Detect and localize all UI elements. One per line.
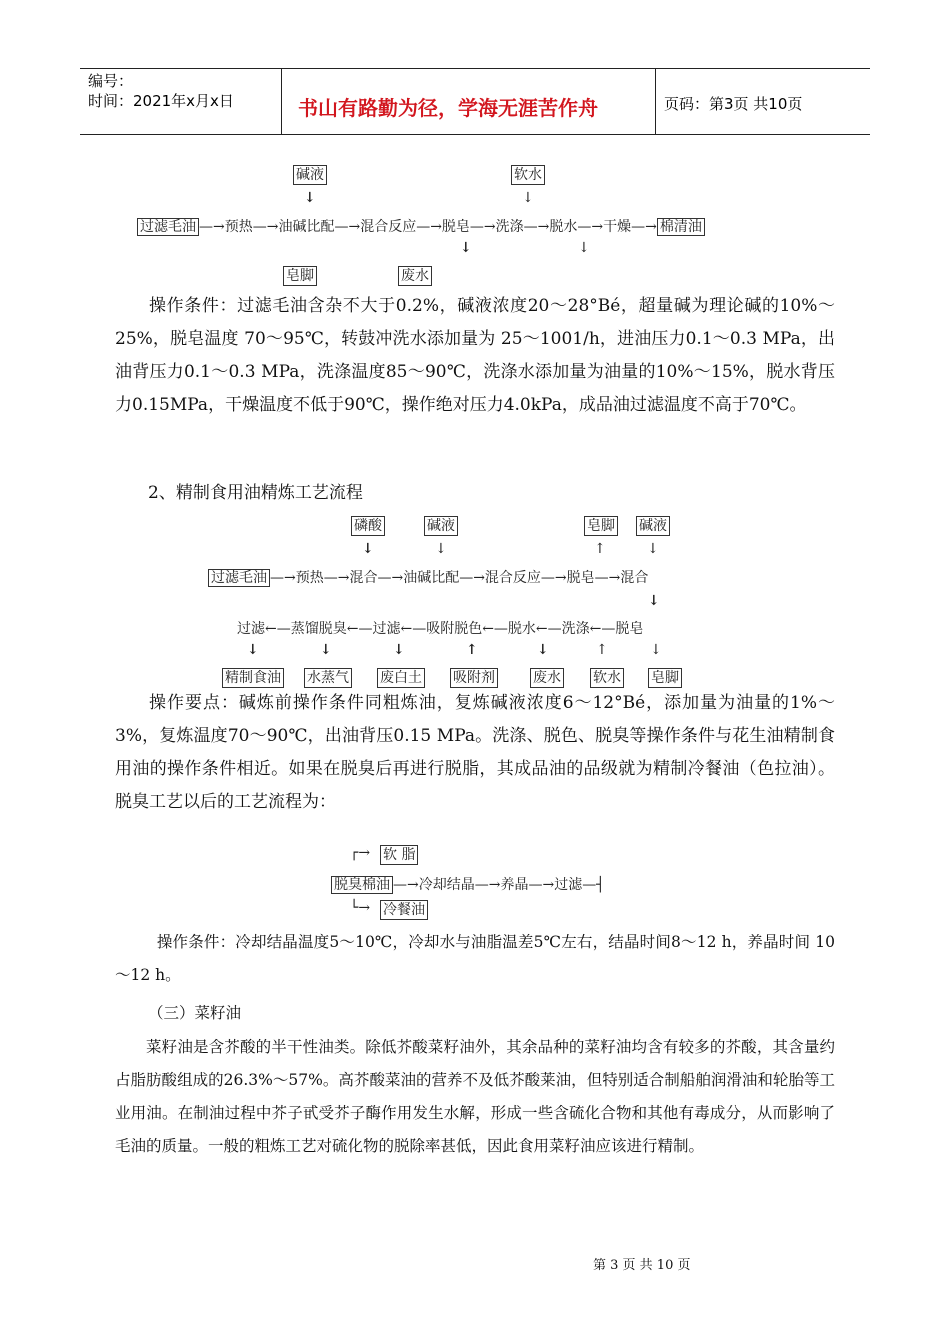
- flow2-output-soapstock-top: 皂脚: [584, 516, 618, 536]
- flow3-row: [331, 874, 605, 894]
- flow1-output-soapstock: 皂脚: [283, 266, 317, 286]
- section-heading-2: 2、精制食用油精炼工艺流程: [148, 483, 363, 503]
- arrow-down-icon: ↓: [435, 541, 447, 557]
- flow2-output-soapstock: 皂脚: [648, 668, 682, 688]
- arrow-up-icon: ↑: [596, 642, 608, 658]
- arrow-down-icon: ↓: [537, 642, 549, 658]
- bracket-top-arrow-icon: ┌→: [350, 845, 371, 861]
- flow2-output-spent-clay: 废白土: [377, 668, 425, 688]
- flow3-output-stearin: 软 脂: [380, 845, 418, 865]
- arrow-down-icon: ↓: [304, 190, 316, 206]
- arrow-down-icon: ↓: [393, 642, 405, 658]
- section-heading-3: （三）菜籽油: [148, 1004, 242, 1022]
- arrow-down-icon: ↓: [647, 541, 659, 557]
- flow2-output-steam: 水蒸气: [304, 668, 352, 688]
- flow2-row-2: 过滤←—蒸馏脱臭←—过滤←—吸附脱色←—脱水←—洗涤←—脱皂: [237, 621, 644, 637]
- flow2-row-1: [208, 567, 648, 587]
- arrow-down-icon: ↓: [522, 190, 534, 206]
- flow2-start: 过滤毛油: [208, 569, 270, 587]
- flow1-output-wastewater: 废水: [398, 266, 432, 286]
- flow3-middle: —→冷却结晶—→养晶—→过滤—┤: [393, 877, 605, 893]
- flow2-input-alkali-2: 碱液: [636, 516, 670, 536]
- page-info: 页码：第3页 共10页: [664, 95, 803, 113]
- flow2-input-adsorbent: 吸附剂: [450, 668, 498, 688]
- paragraph-conditions-1: 操作条件：过滤毛油含杂不大于0.2%，碱液浓度20～28°Bé，超量碱为理论碱的10%～25%，脱皂温度 70～95℃，转鼓冲洗水添加量为 25～1001/h，进油压力0.1～0.3 MPa，出油背压力0.1～0.3 MPa，洗涤温度85～90℃，洗涤水添加量为油量的10%～15%，脱水背压力0.15MPa，干燥温度不低于90℃，操作绝对压力4.0kPa，成品油过滤温度不高于70℃。: [115, 296, 835, 415]
- flow1-input-softwater: 软水: [511, 165, 545, 185]
- code-label: 编号：: [88, 72, 134, 90]
- paragraph-conditions-2: 操作条件：冷却结晶温度5～10℃，冷却水与油脂温差5℃左右，结晶时间8～12 h，养晶时间 10～12 h。: [115, 933, 835, 984]
- paragraph-operation-points: 操作要点：碱炼前操作条件同粗炼油，复炼碱液浓度6～12°Bé，添加量为油量的1%～3%，复炼温度70～90℃，出油背压0.15 MPa。洗涤、脱色、脱臭等操作条件与花生油精制食用油的操作条件相近。如果在脱臭后再进行脱脂，其成品油的品级就为精制冷餐油（色拉油）。脱臭工艺以后的工艺流程为：: [115, 693, 835, 812]
- header-motto: 书山有路勤为径，学海无涯苦作舟: [298, 96, 598, 120]
- flow1-start: 过滤毛油: [137, 218, 199, 236]
- arrow-down-icon: ↓: [650, 642, 662, 658]
- flow2-input-softwater: 软水: [590, 668, 624, 688]
- flow1-end: 棉清油: [657, 218, 705, 236]
- bracket-bottom-arrow-icon: └→: [350, 900, 371, 916]
- time-label: 时间：2021年x月x日: [88, 92, 234, 110]
- flow2-row1-rest: —→预热—→混合—→油碱比配—→混合反应—→脱皂—→混合: [270, 570, 649, 586]
- flow2-input-phosphoric: 磷酸: [351, 516, 385, 536]
- arrow-down-icon: ↓: [460, 240, 472, 256]
- header-divider-1: [281, 68, 282, 134]
- flow1-middle: —→预热—→油碱比配—→混合反应—→脱皂—→洗涤—→脱水—→干燥—→: [199, 219, 657, 235]
- arrow-down-icon: ↓: [320, 642, 332, 658]
- flow3-start: 脱臭棉油: [331, 876, 393, 894]
- arrow-down-icon: ↓: [648, 593, 660, 609]
- arrow-down-icon: ↓: [362, 541, 374, 557]
- header-bottom-rule: [80, 134, 870, 135]
- header-divider-2: [655, 68, 656, 134]
- header-top-rule: [80, 68, 870, 69]
- arrow-up-icon: ↑: [594, 541, 606, 557]
- flow1-input-alkali: 碱液: [293, 165, 327, 185]
- flow2-input-alkali: 碱液: [424, 516, 458, 536]
- arrow-up-icon: ↑: [466, 642, 478, 658]
- arrow-down-icon: ↓: [578, 240, 590, 256]
- flow2-output-wastewater: 废水: [530, 668, 564, 688]
- flow3-output-salad-oil: 冷餐油: [380, 900, 428, 920]
- paragraph-rapeseed-oil: 菜籽油是含芥酸的半干性油类。除低芥酸菜籽油外，其余品种的菜籽油均含有较多的芥酸，其含量约占脂肪酸组成的26.3%～57%。高芥酸菜油的营养不及低芥酸莱油，但特别适合制船舶润滑油和轮胎等工业用油。在制油过程中芥子甙受芥子酶作用发生水解，形成一些含硫化合物和其他有毒成分，从而影响了毛油的质量。一般的粗炼工艺对硫化物的脱除率甚低，因此食用菜籽油应该进行精制。: [115, 1038, 835, 1155]
- arrow-down-icon: ↓: [247, 642, 259, 658]
- flow2-output-refined-oil: 精制食油: [222, 668, 284, 688]
- page-footer: 第 3 页 共 10 页: [593, 1258, 691, 1273]
- flow1-row: [137, 216, 705, 236]
